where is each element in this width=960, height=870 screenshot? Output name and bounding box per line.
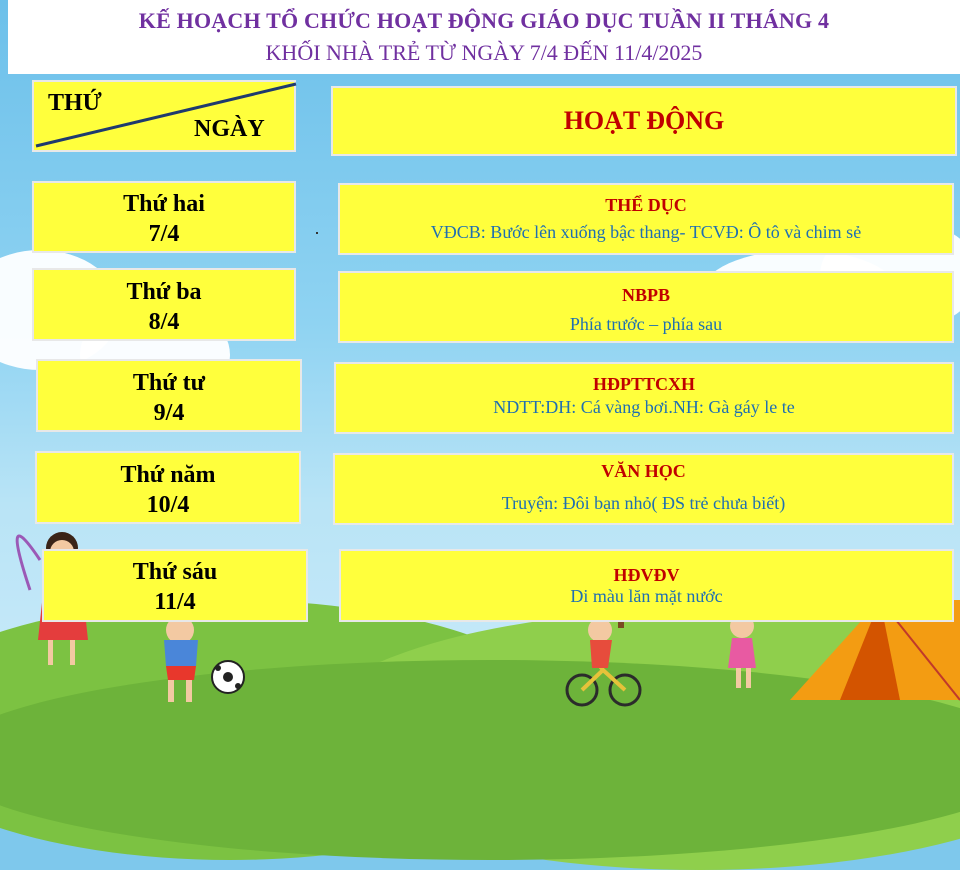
day-name: Thứ năm: [120, 462, 216, 488]
day-date: 11/4: [154, 589, 196, 615]
girl-waving-icon: [728, 614, 756, 688]
child-bicycle-icon: [567, 618, 640, 705]
day-cell-wednesday: [36, 359, 302, 432]
activity-cell-thursday: [333, 453, 954, 525]
day-date: 7/4: [148, 221, 180, 247]
activity-cell-friday: [339, 549, 954, 622]
day-date: 10/4: [146, 492, 190, 518]
activity-description: VĐCB: Bước lên xuống bậc thang- TCVĐ: Ô tô và chim sẻ: [430, 222, 862, 242]
activity-title: HĐVĐV: [613, 565, 680, 585]
activity-title: THỂ DỤC: [605, 195, 687, 215]
day-name: Thứ hai: [123, 191, 205, 217]
activity-cell-monday: [338, 183, 954, 255]
day-header-cell: [32, 80, 296, 152]
page-title: KẾ HOẠCH TỔ CHỨC HOẠT ĐỘNG GIÁO DỤC TUẦN II THÁNG 4: [138, 8, 830, 33]
day-name: Thứ tư: [132, 370, 206, 396]
day-date: 9/4: [153, 400, 185, 426]
page-header: [8, 0, 960, 74]
page-subtitle: KHỐI NHÀ TRẺ TỪ NGÀY 7/4 ĐẾN 11/4/2025: [265, 40, 703, 65]
day-name: Thứ sáu: [132, 559, 218, 585]
boy-soccer-icon: [164, 616, 198, 702]
activity-title: NBPB: [621, 285, 670, 305]
date-column-label: NGÀY: [194, 116, 265, 142]
activity-title: VĂN HỌC: [601, 461, 686, 481]
activity-description: Phía trước – phía sau: [569, 314, 723, 334]
weekday-column-label: THỨ: [48, 90, 102, 116]
activity-cell-wednesday: [334, 362, 954, 434]
day-date: 8/4: [148, 309, 180, 335]
stray-dot: [316, 232, 318, 234]
day-cell-friday: [42, 549, 308, 622]
diagonal-divider: [34, 82, 298, 154]
day-cell-thursday: [35, 451, 301, 524]
activity-description: NDTT:DH: Cá vàng bơi.NH: Gà gáy le te: [493, 397, 795, 417]
activity-header-cell: HOẠT ĐỘNG: [331, 86, 957, 156]
activity-cell-tuesday: [338, 271, 954, 343]
day-name: Thứ ba: [126, 279, 202, 305]
day-cell-monday: [32, 181, 296, 253]
day-cell-tuesday: [32, 268, 296, 341]
activity-title: HĐPTTCXH: [592, 374, 695, 394]
soccer-ball-icon: [212, 661, 244, 693]
activity-description: Truyện: Đôi bạn nhỏ( ĐS trẻ chưa biết): [501, 493, 786, 513]
activity-description: Di màu lăn mặt nước: [570, 586, 723, 606]
